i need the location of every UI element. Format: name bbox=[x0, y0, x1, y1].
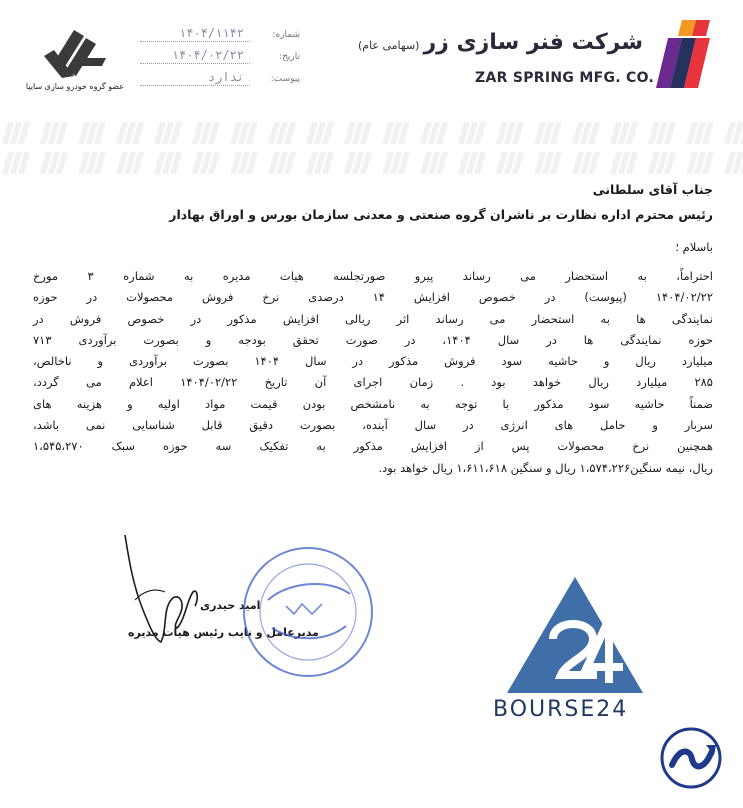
addressee: جناب آقای سلطانی bbox=[592, 182, 713, 197]
letter-meta bbox=[140, 26, 300, 96]
body-line: ضمناً حاشیه سود مذکور با توجه به نامشخص بودن قیمت مواد اولیه و هزینه های bbox=[33, 396, 713, 411]
company-name-fa: شرکت فنر سازی زر(سهامی عام) bbox=[357, 30, 643, 55]
body-line: سربار و حامل های انرژی در سال آینده، بصورت دقیق قابل شناسایی نمی باشد، bbox=[33, 418, 713, 433]
letter-number-label: شماره: bbox=[272, 30, 300, 40]
body-line: همچنین نرخ محصولات پس از افزایش مذکور به تفکیک سه حوزه سبک ۱،۵۴۵،۲۷۰ bbox=[33, 439, 713, 454]
body-line: نمایندگی ها به استحضار می رساند اثر ریالی افزایش مذکور در خصوص فروش در bbox=[33, 311, 713, 326]
letter-date-value: ۱۴۰۴/۰۲/۲۲ bbox=[171, 48, 244, 62]
body-line: میلیارد ریال و حاشیه سود فروش مذکور در سال ۱۴۰۴ بصورت برآوردی و ناخالص، bbox=[33, 354, 713, 369]
body-line: حوزه نمایندگی ها در سال ۱۴۰۴، در صورت تحقق بودجه و بصورت برآوردی ۷۱۳ bbox=[33, 332, 713, 347]
body-line: ۲۸۵ میلیارد ریال خواهد بود . زمان اجرای آن تاریخ ۱۴۰۴/۰۲/۲۲ اعلام می گردد، bbox=[33, 375, 713, 390]
saipa-caption: عضو گروه خودرو سازی سایپا bbox=[25, 82, 125, 91]
signer-title: مدیرعامل و نایب رئیس هیات مدیره bbox=[128, 626, 319, 639]
letter-attachment-value: ندارد bbox=[207, 70, 244, 84]
company-stamp-icon bbox=[238, 542, 378, 682]
company-name-en: ZAR SPRING MFG. CO. bbox=[475, 70, 655, 86]
body-line: ۱۴۰۴/۰۲/۲۲ (پیوست) در خصوص افزایش ۱۴ درصدی نرخ فروش محصولات در حوزه bbox=[33, 290, 713, 305]
signer-name: امید حیدری bbox=[200, 599, 261, 612]
zar-spring-logo-icon bbox=[652, 20, 712, 88]
round-trend-logo-icon bbox=[660, 727, 722, 789]
bourse24-logo-icon bbox=[505, 575, 645, 695]
letter-number-value: ۱۴۰۴/۱۱۴۲ bbox=[178, 26, 244, 40]
body-line: ریال، نیمه سنگین۱،۵۷۴،۲۲۶ ریال و سنگین ۱،۶۱۱،۶۱۸ ریال خواهد بود. bbox=[378, 460, 713, 475]
letterhead-watermark-pattern bbox=[0, 118, 743, 178]
letter-body bbox=[33, 266, 713, 479]
company-type: (سهامی عام) bbox=[357, 39, 420, 52]
bourse24-wordmark: BOURSE24 bbox=[493, 697, 629, 722]
letter-attachment-row bbox=[140, 70, 300, 96]
letter-date-label: تاریخ: bbox=[279, 52, 300, 62]
addressee-title: رئیس محترم اداره نظارت بر ناشران گروه صنعتی و معدنی سازمان بورس و اوراق بهادار bbox=[169, 207, 713, 222]
greeting: باسلام ؛ bbox=[675, 240, 713, 254]
saipa-logo-icon bbox=[40, 28, 108, 80]
body-line: احتراماً، به استحضار می رساند پیرو صورتجلسه هیات مدیره به شماره ۳ مورخ bbox=[33, 269, 713, 283]
letter-attachment-label: پیوست: bbox=[270, 74, 300, 84]
